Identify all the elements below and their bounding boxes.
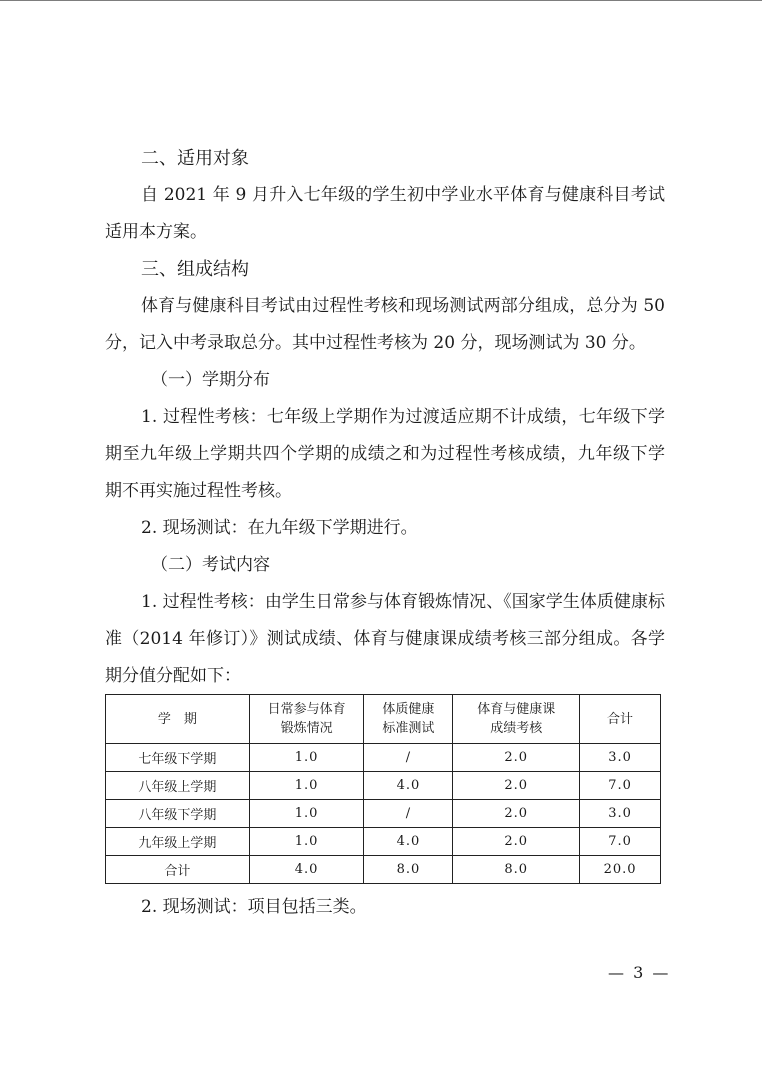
cell-daily-exercise: 1.0 bbox=[249, 772, 364, 800]
header-daily-exercise bbox=[249, 695, 364, 744]
cell-daily-exercise: 4.0 bbox=[249, 856, 364, 884]
top-rule bbox=[0, 0, 762, 1]
section-heading-structure: 三、组成结构 bbox=[141, 259, 249, 280]
header-fitness-test-label: 体质健康 标准测试 bbox=[382, 702, 435, 736]
cell-pe-course: 2.0 bbox=[453, 800, 580, 828]
cell-total: 3.0 bbox=[580, 800, 661, 828]
paragraph-onsite-items: 2. 现场测试：项目包括三类。 bbox=[141, 897, 367, 917]
paragraph-process-content: 1. 过程性考核：由学生日常参与体育锻炼情况、《国家学生体质健康标准（2014 年修订）》测试成绩、体育与健康课成绩考核三部分组成。各学期分值分配如下： bbox=[105, 592, 665, 686]
table-header-row bbox=[106, 695, 661, 744]
row-semester: 八年级上学期 bbox=[106, 772, 250, 800]
cell-daily-exercise: 1.0 bbox=[249, 800, 364, 828]
table-row bbox=[106, 772, 661, 800]
header-pe-course-label: 体育与健康课 成绩考核 bbox=[477, 702, 556, 736]
paragraph-onsite-test: 2. 现场测试：在九年级下学期进行。 bbox=[141, 518, 418, 538]
table-total-row bbox=[106, 856, 661, 884]
header-fitness-test bbox=[364, 695, 453, 744]
table-row bbox=[106, 828, 661, 856]
row-semester: 九年级上学期 bbox=[106, 828, 250, 856]
score-allocation-table bbox=[105, 694, 661, 884]
subsection-heading-exam-content: （二）考试内容 bbox=[151, 555, 270, 575]
header-semester-label: 学 期 bbox=[157, 711, 197, 727]
cell-pe-course: 2.0 bbox=[453, 744, 580, 772]
cell-daily-exercise: 1.0 bbox=[249, 744, 364, 772]
paragraph-structure: 体育与健康科目考试由过程性考核和现场测试两部分组成，总分为 50 分，记入中考录取总分。其中过程性考核为 20 分，现场测试为 30 分。 bbox=[105, 296, 665, 353]
document-body bbox=[105, 140, 665, 926]
cell-fitness-test: 4.0 bbox=[364, 772, 453, 800]
header-pe-course bbox=[453, 695, 580, 744]
header-total bbox=[580, 695, 661, 744]
header-total-label: 合计 bbox=[607, 711, 634, 727]
cell-pe-course: 2.0 bbox=[453, 828, 580, 856]
cell-total: 7.0 bbox=[580, 772, 661, 800]
paragraph-applicable-objects: 自 2021 年 9 月升入七年级的学生初中学业水平体育与健康科目考试适用本方案。 bbox=[105, 185, 665, 242]
cell-fitness-test: / bbox=[364, 744, 453, 772]
subsection-heading-semester-distribution: （一）学期分布 bbox=[151, 370, 270, 390]
table-row bbox=[106, 800, 661, 828]
page-number: — 3 — bbox=[608, 963, 671, 982]
cell-fitness-test: 4.0 bbox=[364, 828, 453, 856]
paragraph-process-assessment: 1. 过程性考核：七年级上学期作为过渡适应期不计成绩，七年级下学期至九年级上学期共四个学期的成绩之和为过程性考核成绩，九年级下学期不再实施过程性考核。 bbox=[105, 407, 665, 501]
cell-total: 3.0 bbox=[580, 744, 661, 772]
row-semester: 七年级下学期 bbox=[106, 744, 250, 772]
table-row bbox=[106, 744, 661, 772]
cell-pe-course: 8.0 bbox=[453, 856, 580, 884]
header-semester bbox=[106, 695, 250, 744]
header-daily-exercise-label: 日常参与体育 锻炼情况 bbox=[267, 702, 346, 736]
cell-fitness-test: 8.0 bbox=[364, 856, 453, 884]
cell-total: 20.0 bbox=[580, 856, 661, 884]
cell-total: 7.0 bbox=[580, 828, 661, 856]
row-semester: 合计 bbox=[106, 856, 250, 884]
cell-daily-exercise: 1.0 bbox=[249, 828, 364, 856]
cell-fitness-test: / bbox=[364, 800, 453, 828]
cell-pe-course: 2.0 bbox=[453, 772, 580, 800]
section-heading-applicable-objects: 二、适用对象 bbox=[141, 148, 249, 169]
row-semester: 八年级下学期 bbox=[106, 800, 250, 828]
